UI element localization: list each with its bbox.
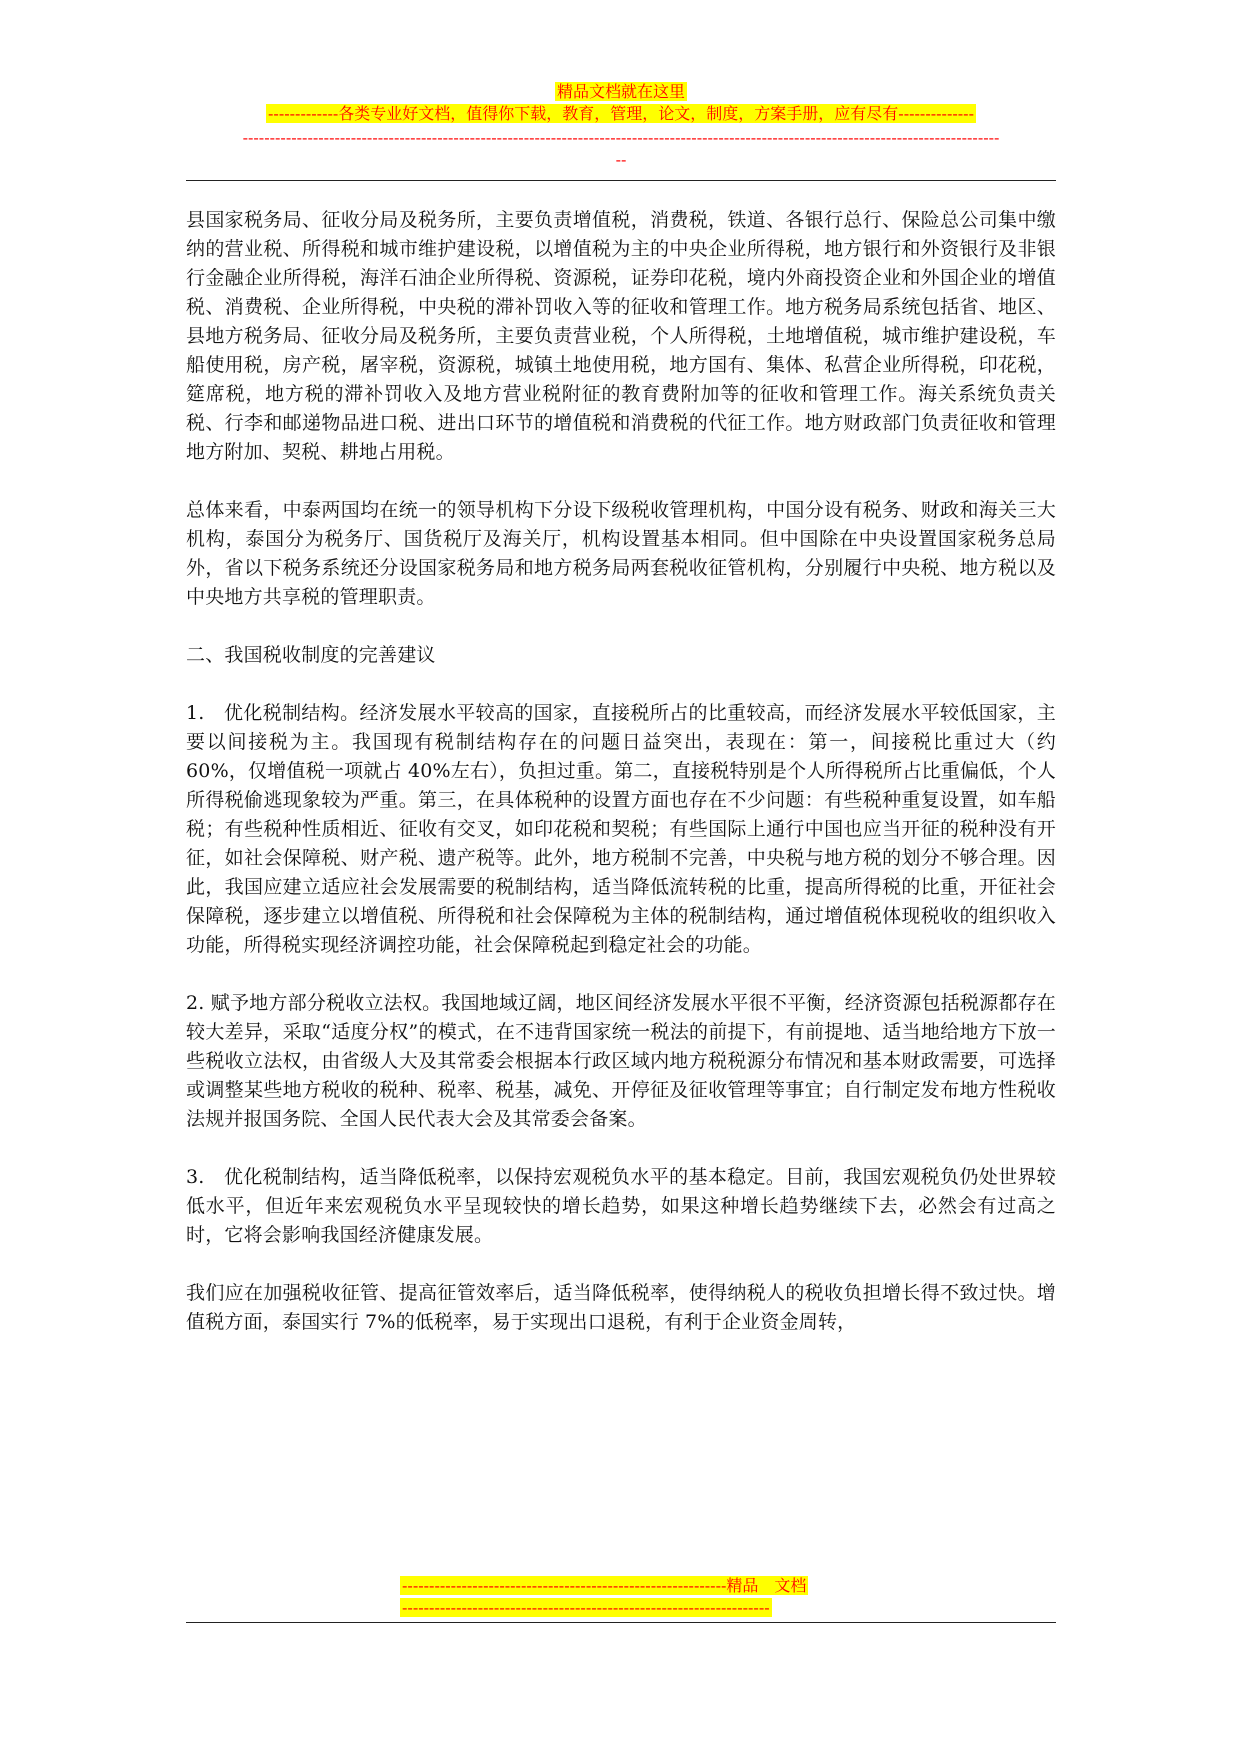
paragraph-optimize-structure: 1. 优化税制结构。经济发展水平较高的国家，直接税所占的比重较高，而经济发展水平较低国家，主要以间接税为主。我国现有税制结构存在的问题日益突出，表现在：第一，间接税比重过大（约 60%，仅增值税一项就占 40%左右），负担过重。第二，直接税特别是个人所得税所占比重偏低，个人所得税偷逃现象较为严重。第三，在具体税种的设置方面也存在不少问题：有些税种重复设置，如车船税；有些税种性质相近、征收有交叉，如印花税和契税；有些国际上通行中国也应当开征的税种没有开征，如社会保障税、财产税、遗产税等。此外，地方税制不完善，中央税与地方税的划分不够合理。因此，我国应建立适应社会发展需要的税制结构，适当降低流转税的比重，提高所得税的比重，开征社会保障税，逐步建立以增值税、所得税和社会保障税为主体的税制结构，通过增值税体现税收的组织收入功能，所得税实现经济调控功能，社会保障税起到稳定社会的功能。 xyxy=(186,702,1056,956)
header-dashes-tail-text: -- xyxy=(615,150,627,169)
footer-line-2-text: -------------------------------------------------------------------- xyxy=(402,1598,770,1617)
paragraph-lower-tax-rate: 3. 优化税制结构，适当降低税率，以保持宏观税负水平的基本稳定。目前，我国宏观税负仍处世界较低水平，但近年来宏观税负水平呈现较快的增长趋势，如果这种增长趋势继续下去，必然会有过高之时，它将会影响我国经济健康发展。 xyxy=(186,1166,1056,1246)
header-dashes xyxy=(186,128,1056,148)
footer-line-1-text: ------------------------------------------------------------精品 文档 xyxy=(402,1576,807,1595)
footer-rule xyxy=(186,1622,1056,1623)
paragraph-strengthen-collection: 我们应在加强税收征管、提高征管效率后，适当降低税率，使得纳税人的税收负担增长得不致过快。增值税方面，泰国实行 7%的低税率，易于实现出口退税，有利于企业资金周转， xyxy=(186,1282,1056,1333)
footer-line-1 xyxy=(400,1575,850,1597)
header-rule xyxy=(186,180,1056,181)
header-tagline-text: -------------各类专业好文档，值得你下载，教育，管理，论文，制度，方案手册，应有尽有-------------- xyxy=(268,104,974,123)
header-title-text: 精品文档就在这里 xyxy=(556,82,685,101)
header-dashes-text: -------------------------------------------------------------------------------------------------------------------------------------------- xyxy=(242,128,1000,147)
paragraph-local-legislation: 2. 赋予地方部分税收立法权。我国地域辽阔，地区间经济发展水平很不平衡，经济资源包括税源都存在较大差异，采取“适度分权”的模式，在不违背国家统一税法的前提下，有前提地、适当地给地方下放一些税收立法权，由省级人大及其常委会根据本行政区域内地方税税源分布情况和基本财政需要，可选择或调整某些地方税收的税种、税率、税基，减免、开停征及征收管理等事宜；自行制定发布地方性税收法规并报国务院、全国人民代表大会及其常委会备案。 xyxy=(186,992,1056,1130)
header-title xyxy=(186,82,1056,102)
header-tagline xyxy=(186,104,1056,124)
header-dashes-tail xyxy=(186,150,1056,170)
footer-line-2 xyxy=(400,1597,850,1619)
section-heading: 二、我国税收制度的完善建议 xyxy=(186,644,436,666)
paragraph-comparison-summary: 总体来看，中泰两国均在统一的领导机构下分设下级税收管理机构，中国分设有税务、财政和海关三大机构，泰国分为税务厅、国货税厅及海关厅，机构设置基本相同。但中国除在中央设置国家税务总局外，省以下税务系统还分设国家税务局和地方税务局两套税收征管机构，分别履行中央税、地方税以及中央地方共享税的管理职责。 xyxy=(186,499,1056,608)
paragraph-tax-bureau-duties: 县国家税务局、征收分局及税务所，主要负责增值税，消费税，铁道、各银行总行、保险总公司集中缴纳的营业税、所得税和城市维护建设税，以增值税为主的中央企业所得税，地方银行和外资银行及非银行金融企业所得税，海洋石油企业所得税、资源税，证券印花税，境内外商投资企业和外国企业的增值税、消费税、企业所得税，中央税的滞补罚收入等的征收和管理工作。地方税务局系统包括省、地区、县地方税务局、征收分局及税务所，主要负责营业税，个人所得税，土地增值税，城市维护建设税，车船使用税，房产税，屠宰税，资源税，城镇土地使用税，地方国有、集体、私营企业所得税，印花税，筵席税，地方税的滞补罚收入及地方营业税附征的教育费附加等的征收和管理工作。海关系统负责关税、行李和邮递物品进口税、进出口环节的增值税和消费税的代征工作。地方财政部门负责征收和管理地方附加、契税、耕地占用税。 xyxy=(186,209,1056,463)
document-body xyxy=(186,206,1056,1337)
